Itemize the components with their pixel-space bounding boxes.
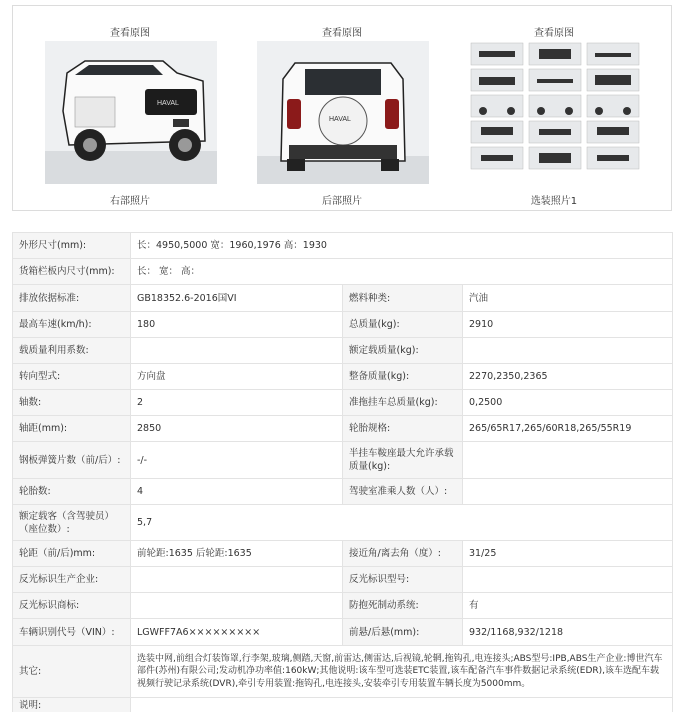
spec-value: GB18352.6-2016国VI	[131, 285, 343, 312]
view-original-link-right[interactable]: 查看原图	[110, 28, 150, 39]
spec-label: 外形尺寸(mm):	[13, 233, 131, 259]
spec-value	[131, 567, 343, 593]
spec-label: 反光标识商标:	[13, 593, 131, 619]
photo-panel	[12, 5, 672, 211]
brand-logo-front: HAVAL	[157, 100, 179, 107]
spec-label: 防抱死制动系统:	[343, 593, 463, 619]
spec-label: 总质量(kg):	[343, 312, 463, 338]
spec-label: 前悬/后悬(mm):	[343, 619, 463, 646]
table-row	[13, 259, 673, 285]
spec-value: 2850	[131, 416, 343, 442]
spec-value	[463, 479, 673, 505]
spec-value: 5,7	[131, 505, 673, 541]
spec-value: 932/1168,932/1218	[463, 619, 673, 646]
spec-value	[463, 567, 673, 593]
spec-label: 驾驶室准乘人数（人）:	[343, 479, 463, 505]
table-row	[13, 479, 673, 505]
spec-label: 接近角/离去角（度）:	[343, 541, 463, 567]
table-row	[13, 567, 673, 593]
table-row	[13, 338, 673, 364]
spec-value: 有	[463, 593, 673, 619]
spec-label: 整备质量(kg):	[343, 364, 463, 390]
spec-label: 轮距（前/后)mm:	[13, 541, 131, 567]
spec-label: 转向型式:	[13, 364, 131, 390]
spec-label: 燃料种类:	[343, 285, 463, 312]
spec-label: 反光标识生产企业:	[13, 567, 131, 593]
spec-value: 4	[131, 479, 343, 505]
table-row	[13, 698, 673, 713]
spec-label: 轮胎数:	[13, 479, 131, 505]
spec-value: LGWFF7A6×××××××××	[131, 619, 343, 646]
optional-parts-photo-grid[interactable]	[469, 41, 641, 184]
spec-label: 排放依据标准:	[13, 285, 131, 312]
spec-label: 轴距(mm):	[13, 416, 131, 442]
spec-value	[463, 442, 673, 479]
view-original-link-rear[interactable]: 查看原图	[322, 28, 362, 39]
spec-label: 准拖挂车总质量(kg):	[343, 390, 463, 416]
photo-caption-right: 右部照片	[110, 196, 150, 207]
spec-label: 轴数:	[13, 390, 131, 416]
spec-value: 2910	[463, 312, 673, 338]
spec-label: 反光标识型号:	[343, 567, 463, 593]
spec-label: 轮胎规格:	[343, 416, 463, 442]
car-front-right-photo[interactable]	[45, 41, 217, 184]
spec-value	[131, 338, 343, 364]
photo-caption-rear: 后部照片	[322, 196, 362, 207]
table-row	[13, 593, 673, 619]
spec-label: 额定载质量(kg):	[343, 338, 463, 364]
table-row	[13, 390, 673, 416]
spec-value	[131, 698, 673, 713]
spec-table	[12, 232, 673, 712]
spec-label: 半挂车鞍座最大允许承载质量(kg):	[343, 442, 463, 479]
car-rear-photo[interactable]	[257, 41, 429, 184]
spec-label: 货箱栏板内尺寸(mm):	[13, 259, 131, 285]
view-original-link-optional[interactable]: 查看原图	[534, 28, 574, 39]
spec-value: 长：4950,5000 宽：1960,1976 高：1930	[131, 233, 673, 259]
spec-value: 0,2500	[463, 390, 673, 416]
spec-value	[131, 593, 343, 619]
spec-label: 钢板弹簧片数（前/后）:	[13, 442, 131, 479]
spec-value: 方向盘	[131, 364, 343, 390]
table-row	[13, 646, 673, 698]
spec-value: -/-	[131, 442, 343, 479]
table-row	[13, 541, 673, 567]
table-row	[13, 442, 673, 479]
brand-logo-rear: HAVAL	[329, 116, 351, 123]
spec-value: 汽油	[463, 285, 673, 312]
spec-label: 最高车速(km/h):	[13, 312, 131, 338]
spec-label: 额定载客（含驾驶员）（座位数）:	[13, 505, 131, 541]
spec-value: 265/65R17,265/60R18,265/55R19	[463, 416, 673, 442]
spec-value	[463, 338, 673, 364]
spec-label: 载质量利用系数:	[13, 338, 131, 364]
spec-value: 前轮距:1635 后轮距:1635	[131, 541, 343, 567]
spec-label: 车辆识别代号（VIN）:	[13, 619, 131, 646]
table-row	[13, 233, 673, 259]
table-row	[13, 312, 673, 338]
spec-value: 180	[131, 312, 343, 338]
table-row	[13, 619, 673, 646]
spec-label: 说明:	[13, 698, 131, 713]
table-row	[13, 505, 673, 541]
spec-value: 2	[131, 390, 343, 416]
spec-value: 选装中网,前组合灯装饰罩,行李架,玻璃,侧踏,天窗,前雷达,侧雷达,后视镜,轮辋,拖钩孔,电连接头;ABS型号:IPB,ABS生产企业:博世汽车部件(苏州)有限公司;发动机净功率值:160kW;其他说明:该车型可选装ETC装置,该车配备汽车事件数据记录系统(EDR),该车选配车载视频行驶记录系统(DVR),牵引专用装置:拖钩孔,电连接头,安装牵引专用装置车辆长度为5000mm。	[131, 646, 673, 698]
photo-caption-optional: 选装照片1	[530, 196, 578, 207]
table-row	[13, 364, 673, 390]
spec-value: 31/25	[463, 541, 673, 567]
table-row	[13, 285, 673, 312]
spec-label: 其它:	[13, 646, 131, 698]
spec-value: 长： 宽： 高：	[131, 259, 673, 285]
spec-value: 2270,2350,2365	[463, 364, 673, 390]
table-row	[13, 416, 673, 442]
